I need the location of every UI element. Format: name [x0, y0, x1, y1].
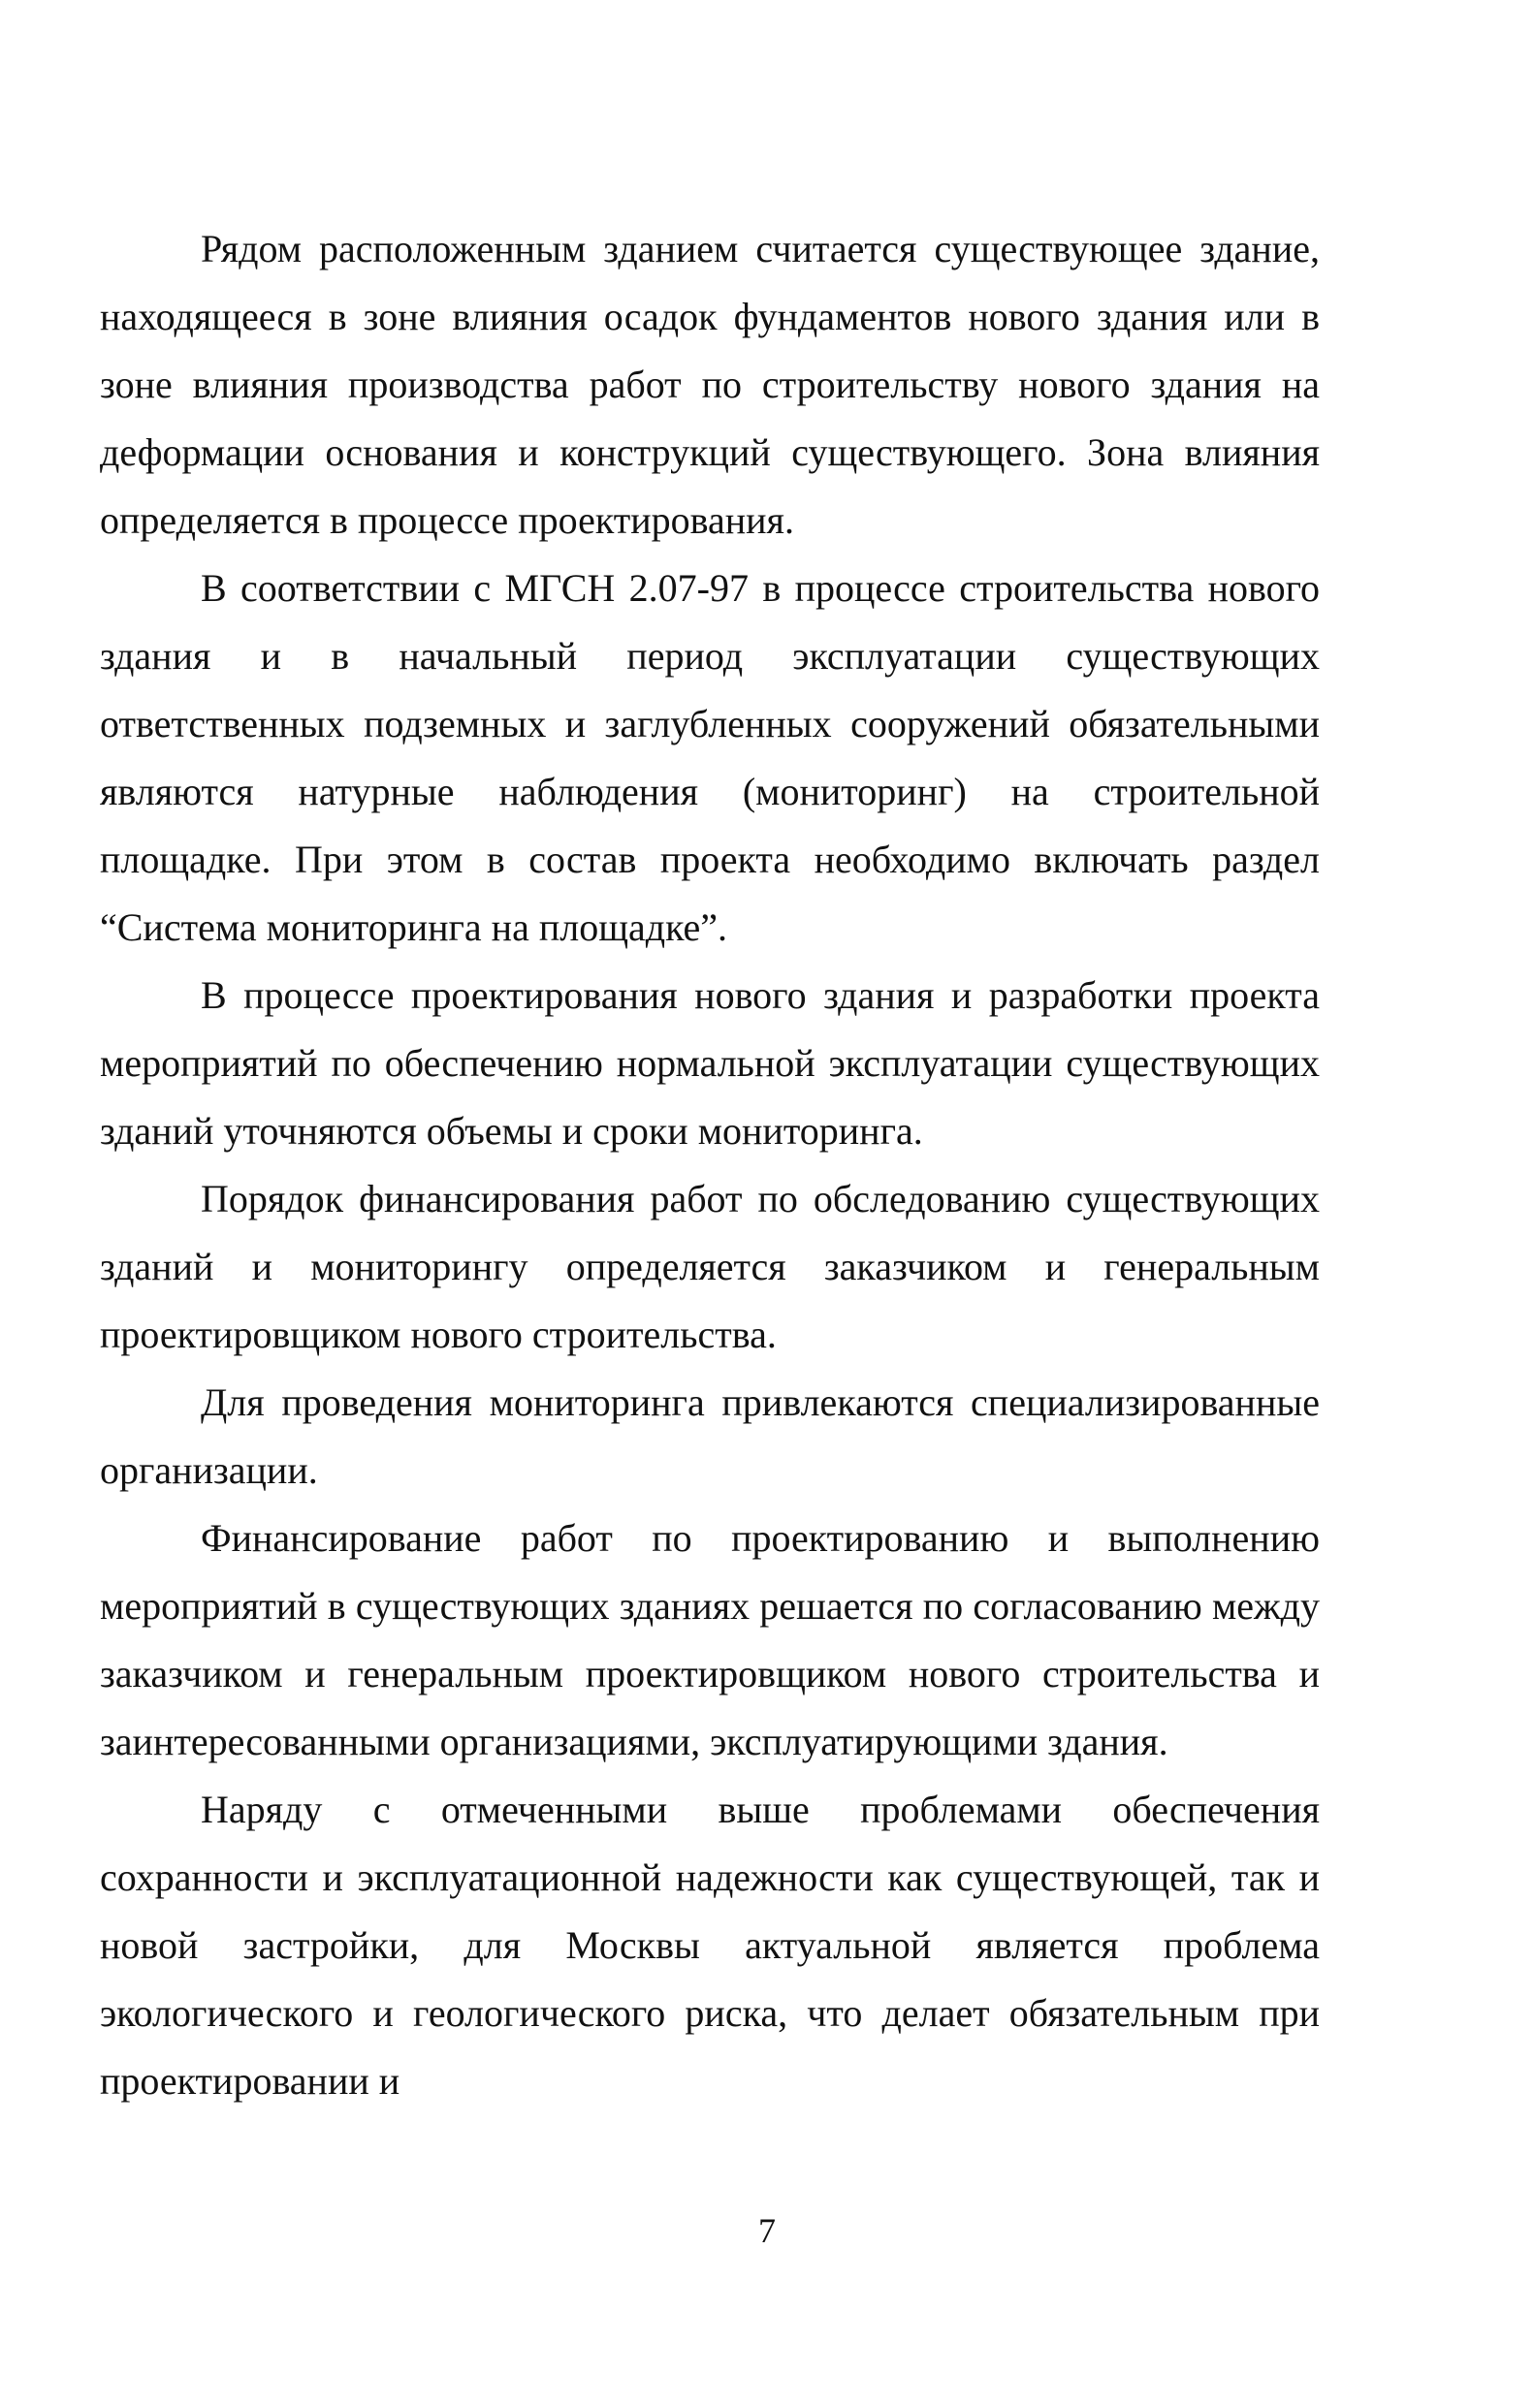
- document-body: [100, 215, 1320, 2115]
- paragraph-3: В процессе проектирования нового здания и разработки проекта мероприятий по обеспечению нормальной эксплуатации существующих зданий уточняются объемы и сроки мониторинга.: [100, 973, 1320, 1153]
- paragraph-2: В соответствии с МГСН 2.07-97 в процессе строительства нового здания и в начальный период эксплуатации существующих ответственных подземных и заглубленных сооружений обязательными являются натурные наблюдения (мониторинг) на строительной площадке. При этом в состав проекта необходимо включать раздел “Система мониторинга на площадке”.: [100, 566, 1320, 949]
- paragraph-5: Для проведения мониторинга привлекаются специализированные организации.: [100, 1380, 1320, 1492]
- paragraph-1: Рядом расположенным зданием считается существующее здание, находящееся в зоне влияния осадок фундаментов нового здания или в зоне влияния производства работ по строительству нового здания на деформации основания и конструкций существующего. Зона влияния определяется в процессе проектирования.: [100, 227, 1320, 542]
- page-number: 7: [758, 2211, 776, 2250]
- paragraph-7: Наряду с отмеченными выше проблемами обеспечения сохранности и эксплуатационной надежности как существующей, так и новой застройки, для Москвы актуальной является проблема экологического и геологического риска, что делает обязательным при проектировании и: [100, 1788, 1320, 2103]
- paragraph-4: Порядок финансирования работ по обследованию существующих зданий и мониторингу определяется заказчиком и генеральным проектировщиком нового строительства.: [100, 1177, 1320, 1356]
- paragraph-6: Финансирование работ по проектированию и выполнению мероприятий в существующих зданиях решается по согласованию между заказчиком и генеральным проектировщиком нового строительства и заинтересованными организациями, эксплуатирующими здания.: [100, 1516, 1320, 1763]
